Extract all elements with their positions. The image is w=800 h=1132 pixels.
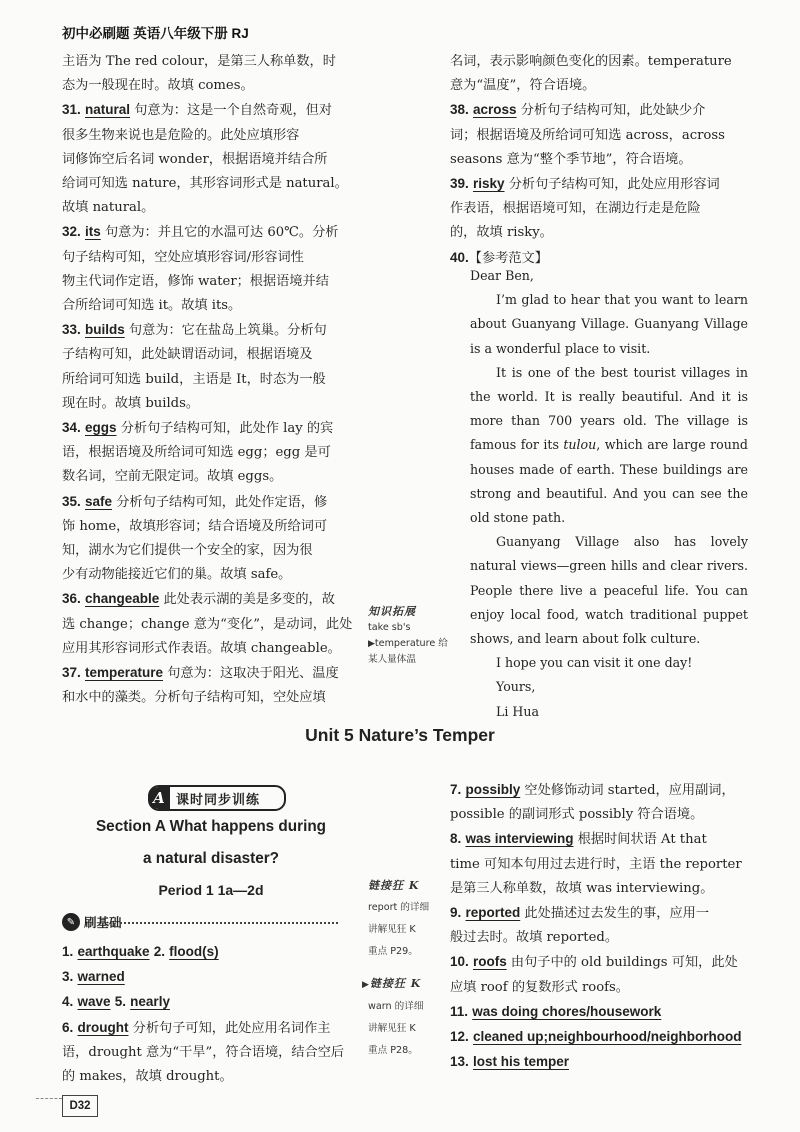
answer-word: roofs — [472, 954, 507, 970]
explanation-text: 此处描述过去发生的事，应用一 — [520, 906, 710, 922]
entry-line — [62, 1016, 360, 1041]
entry-line — [62, 392, 360, 416]
answer-entry — [450, 1025, 748, 1050]
answer-word: changeable — [84, 591, 160, 607]
explanation-text: 现在时。故填 builds。 — [62, 395, 200, 411]
entry-line — [450, 950, 748, 975]
explanation-text: 是第三人称单数，故填 was interviewing。 — [450, 880, 714, 896]
entry-line — [62, 465, 360, 489]
answer-word: its — [84, 224, 101, 240]
entry-line — [62, 172, 360, 196]
lesson-badge — [148, 785, 286, 811]
explanation-text: 分析句子结构可知，此处缺少介 — [516, 103, 706, 119]
entry-line — [450, 50, 745, 74]
side-note-link-head: 链接狂 K — [368, 879, 420, 892]
answer-entry — [62, 220, 360, 318]
explanation-text: 句意为：它在盐岛上筑巢。分析句 — [124, 323, 327, 339]
entry-line — [62, 74, 360, 98]
answer-word: across — [472, 102, 517, 118]
answer-entry — [450, 827, 748, 901]
explanation-text: 饰 home，故填形容词；结合语境及所给词可 — [62, 518, 328, 534]
answer-word: safe — [84, 493, 113, 509]
entry-line — [450, 803, 748, 827]
period-title: Period 1 1a—2d — [158, 882, 264, 898]
answer-word: risky — [472, 176, 505, 192]
explanation-text: 知，湖水为它们提供一个安全的家，因为很 — [62, 543, 313, 559]
side-note-line: 重点 P28。 — [368, 1045, 418, 1056]
side-note-line: report 的详细 — [368, 902, 430, 913]
question-number: 8. — [450, 831, 462, 847]
explanation-text: 作表语，根据语境可知，在湖边行走是危险 — [450, 201, 701, 217]
section-title-line-2: a natural disaster? — [142, 850, 280, 867]
letter-paragraph-3: Guanyang Village also has lovely natural views—green hills and clear rivers. People there live a peaceful life. You can enjoy local food, watch traditional puppet shows, and learn about folk culture. — [470, 534, 748, 647]
side-note-line: 讲解见狂 K — [368, 924, 416, 935]
explanation-text: 根据时间状语 At that — [573, 832, 707, 848]
explanation-text: 名词，表示影响颜色变化的因素。temperature — [450, 54, 732, 69]
entry-line — [62, 246, 360, 270]
question-number: 39. — [450, 176, 469, 192]
explanation-text: 语，drought 意为“干旱”，符合语境，结合空后 — [62, 1044, 345, 1060]
explanation-text: 词修饰空后名词 wonder，根据语境并结合所 — [62, 151, 328, 167]
answer-row — [62, 990, 360, 1015]
badge-letter: A — [148, 787, 170, 809]
question-number: 3. — [62, 969, 74, 985]
answer-word: natural — [84, 102, 130, 118]
answer-entry — [62, 318, 360, 416]
explanation-text: 意为“温度”，符合语境。 — [450, 78, 596, 94]
answer-entry — [62, 1016, 360, 1090]
entry-line — [450, 172, 745, 197]
entry-line — [62, 148, 360, 172]
entry-line — [62, 124, 360, 148]
answer-entry — [62, 98, 360, 220]
explanation-text: 合所给词可知选 it。故填 its。 — [62, 298, 242, 314]
arrow-icon: ▶ — [368, 639, 375, 649]
answer-entry — [450, 172, 745, 246]
answer-word: builds — [84, 322, 125, 338]
answer-word: nearly — [130, 994, 170, 1010]
explanation-text: 空处修饰动词 started，应用副词， — [520, 783, 735, 798]
answer-entry — [62, 416, 360, 490]
question-number: 37. — [62, 665, 81, 681]
entry-line — [450, 1050, 748, 1075]
explanation-text: 应用其形容词形式作表语。故填 changeable。 — [62, 640, 341, 656]
letter-p2-italic: tulou — [563, 437, 597, 453]
entry-line — [62, 661, 360, 686]
answer-word: earthquake — [77, 944, 150, 959]
answer-entry — [450, 1000, 748, 1025]
entry-line — [62, 613, 360, 637]
explanation-text: seasons 意为“整个季节地”，符合语境。 — [450, 151, 692, 167]
letter-paragraph-1: I’m glad to hear that you want to learn about Guanyang Village. Guanyang Village is a wonderful place to visit. — [470, 292, 748, 356]
entry-line — [62, 1065, 360, 1089]
side-note-line: ▶temperature 给 — [368, 638, 448, 649]
entry-line — [450, 778, 748, 803]
question-number: 32. — [62, 224, 81, 240]
entry-line — [450, 1025, 748, 1050]
explanation-text: 句意为：这取决于阳光、温度 — [163, 666, 339, 682]
explanation-text: 选 change；change 意为“变化”，是动词，此处 — [62, 616, 353, 632]
entry-line — [62, 1041, 360, 1065]
question-number: 7. — [450, 782, 462, 797]
explanation-text: possible 的副词形式 possibly 符合语境。 — [450, 807, 704, 823]
question-number: 1. — [62, 944, 74, 959]
side-note-link-report — [368, 878, 429, 960]
side-note-line: 讲解见狂 K — [368, 1023, 416, 1034]
answer-word: was interviewing — [465, 831, 574, 847]
section-title-line-1: Section A What happens during — [95, 818, 327, 835]
answer-entry — [450, 98, 745, 172]
left-column-answers — [62, 50, 360, 710]
left-bottom-answers — [62, 940, 360, 1089]
entry-line — [450, 124, 745, 148]
entry-line — [450, 901, 748, 926]
explanation-text: 分析句子结构可知，此处作定语，修 — [112, 494, 328, 510]
basic-practice-label: 刷基础 — [84, 915, 122, 930]
basic-practice-badge — [62, 913, 122, 931]
entry-line — [62, 441, 360, 465]
entry-line — [62, 637, 360, 661]
answer-entry — [450, 50, 745, 98]
explanation-text: 句子结构可知，空处应填形容词/形容词性 — [62, 249, 304, 265]
entry-line — [62, 563, 360, 587]
explanation-text: 此处表示湖的美是多变的，故 — [159, 592, 335, 608]
entry-line — [62, 196, 360, 220]
entry-line — [62, 686, 360, 710]
answer-entry — [450, 950, 748, 999]
explanation-text: 分析句子结构可知，此处作 lay 的宾 — [116, 421, 334, 437]
answer-word: flood(s) — [169, 944, 219, 959]
explanation-text: 所给词可知选 build，主语是 It，时态为一般 — [62, 371, 326, 387]
explanation-text: 句意为：并且它的水温可达 60℃。分析 — [100, 225, 339, 241]
entry-line — [450, 976, 748, 1000]
question-number: 34. — [62, 420, 81, 436]
entry-line — [62, 587, 360, 612]
side-note-line: 某人量体温 — [368, 654, 416, 665]
answer-word: possibly — [465, 782, 521, 797]
explanation-text: 分析句子可知，此处应用名词作主 — [128, 1020, 331, 1036]
dotted-divider — [120, 922, 338, 924]
explanation-text: 数名词，空前无限定词。故填 eggs。 — [62, 469, 283, 485]
question-number: 33. — [62, 322, 81, 338]
entry-line — [450, 926, 748, 950]
entry-line — [450, 197, 745, 221]
entry-line — [62, 318, 360, 343]
side-note-link-head: ▶链接狂 K — [362, 977, 422, 990]
entry-line — [62, 490, 360, 515]
answer-entry — [62, 50, 360, 98]
answer-entry — [62, 490, 360, 588]
answer-row — [62, 965, 360, 990]
entry-line — [450, 148, 745, 172]
letter-greeting: Dear Ben, — [470, 268, 534, 283]
side-note-knowledge — [368, 604, 448, 668]
entry-line — [450, 853, 748, 877]
question-number: 4. — [62, 994, 74, 1010]
question-number: 6. — [62, 1019, 74, 1035]
entry-line — [450, 877, 748, 901]
letter-p2-part-a: It is one of the best tourist villages in the world. It is really beautiful. And it is more than 700 years old. The village is famous for its — [470, 364, 748, 453]
question-number: 40. — [450, 249, 469, 265]
question-number: 5. — [114, 994, 126, 1010]
entry-line — [62, 270, 360, 294]
answer-word: drought — [77, 1019, 129, 1035]
explanation-text: 和水中的藻类。分析句子结构可知，空处应填 — [62, 690, 326, 706]
entry-line — [450, 98, 745, 123]
answer-word: temperature — [84, 665, 164, 681]
answer-word: wave — [77, 994, 111, 1010]
badge-text: 课时同步训练 — [176, 792, 261, 808]
unit-title: Unit 5 Nature’s Temper — [305, 725, 495, 745]
entry-line — [450, 221, 745, 245]
letter-signature: Li Hua — [496, 703, 539, 719]
explanation-text: 的 makes，故填 drought。 — [62, 1069, 233, 1085]
explanation-text: 句意为：这是一个自然奇观，但对 — [130, 103, 333, 119]
question-number: 9. — [450, 905, 462, 921]
letter-paragraph-4: I hope you can visit it one day! — [496, 655, 693, 671]
arrow-icon: ▶ — [362, 980, 370, 990]
question-number: 36. — [62, 591, 81, 607]
side-note-knowledge-head: 知识拓展 — [368, 605, 416, 618]
explanation-text: 的，故填 risky。 — [450, 225, 553, 241]
pen-icon: ✎ — [62, 913, 80, 931]
explanation-text: 主语为 The red colour，是第三人称单数，时 — [62, 54, 336, 69]
question-number: 10. — [450, 954, 469, 970]
model-letter — [470, 264, 748, 724]
side-note-line: take sb's — [368, 622, 411, 633]
corner-mark — [36, 1098, 62, 1099]
entry-line — [62, 220, 360, 245]
answer-row — [62, 940, 360, 965]
letter-p2-part-b: , which are large round houses made of earth. These buildings are strong and beautiful. And you can see the old stone path. — [470, 437, 748, 526]
entry-line — [450, 74, 745, 98]
page-number: D32 — [62, 1095, 98, 1117]
answer-word: reported — [465, 905, 521, 921]
explanation-text: 般过去时。故填 reported。 — [450, 930, 619, 946]
side-note-line: 重点 P29。 — [368, 946, 418, 957]
explanation-text: 态为一般现在时。故填 comes。 — [62, 78, 254, 94]
answer-entry — [450, 1050, 748, 1075]
answer-word: cleaned up;neighbourhood/neighborhood — [472, 1029, 742, 1045]
explanation-text: 少有动物能接近它们的巢。故填 safe。 — [62, 567, 292, 583]
answer-word: eggs — [84, 420, 117, 436]
question-number: 11. — [450, 1003, 469, 1019]
entry-line — [62, 416, 360, 441]
explanation-text: 子结构可知，此处缺谓语动词，根据语境及 — [62, 347, 313, 363]
entry-line — [62, 294, 360, 318]
answer-entry — [62, 587, 360, 661]
entry-line — [450, 827, 748, 852]
entry-line — [62, 539, 360, 563]
entry-line — [62, 50, 360, 74]
right-bottom-answers — [450, 778, 748, 1075]
entry-line — [62, 515, 360, 539]
answer-word: was doing chores/housework — [472, 1003, 662, 1019]
explanation-text: time 可知本句用过去进行时，主语 the reporter — [450, 856, 742, 872]
explanation-text: 由句子中的 old buildings 可知，此处 — [506, 955, 738, 971]
side-note-link-warn — [362, 976, 423, 1059]
letter-closing: Yours, — [496, 679, 536, 695]
entry-line — [62, 343, 360, 367]
entry-line — [62, 98, 360, 123]
question-number: 31. — [62, 102, 81, 118]
explanation-text: 给词可知选 nature，其形容词形式是 natural。 — [62, 176, 348, 192]
question-number: 12. — [450, 1029, 469, 1045]
answer-word: lost his temper — [472, 1054, 570, 1070]
answer-entry — [450, 901, 748, 950]
explanation-text: 物主代词作定语，修饰 water；根据语境并结 — [62, 273, 329, 289]
explanation-text: 应填 roof 的复数形式 roofs。 — [450, 979, 629, 995]
explanation-text: 分析句子结构可知，此处应用形容词 — [504, 177, 720, 193]
answer-entry — [450, 778, 748, 827]
question-number: 38. — [450, 102, 469, 118]
explanation-text: 语，根据语境及所给词可知选 egg；egg 是可 — [62, 445, 331, 461]
entry-line — [62, 368, 360, 392]
answer-word: warned — [77, 969, 125, 985]
right-column-answers — [450, 50, 745, 271]
question-number: 13. — [450, 1054, 469, 1070]
side-note-line: warn 的详细 — [368, 1001, 424, 1012]
letter-paragraph-2 — [470, 361, 748, 530]
question-number: 35. — [62, 493, 81, 509]
explanation-text: 很多生物来说也是危险的。此处应填形容 — [62, 127, 300, 143]
entry-line — [450, 1000, 748, 1025]
page-header: 初中必刷题 英语八年级下册 RJ — [62, 26, 249, 41]
answer-entry — [62, 661, 360, 710]
explanation-text: 故填 natural。 — [62, 200, 155, 216]
explanation-text: 词；根据语境及所给词可知选 across，across — [450, 127, 725, 143]
question-number: 2. — [153, 944, 165, 959]
explanation-text: 【参考范文】 — [468, 250, 548, 266]
